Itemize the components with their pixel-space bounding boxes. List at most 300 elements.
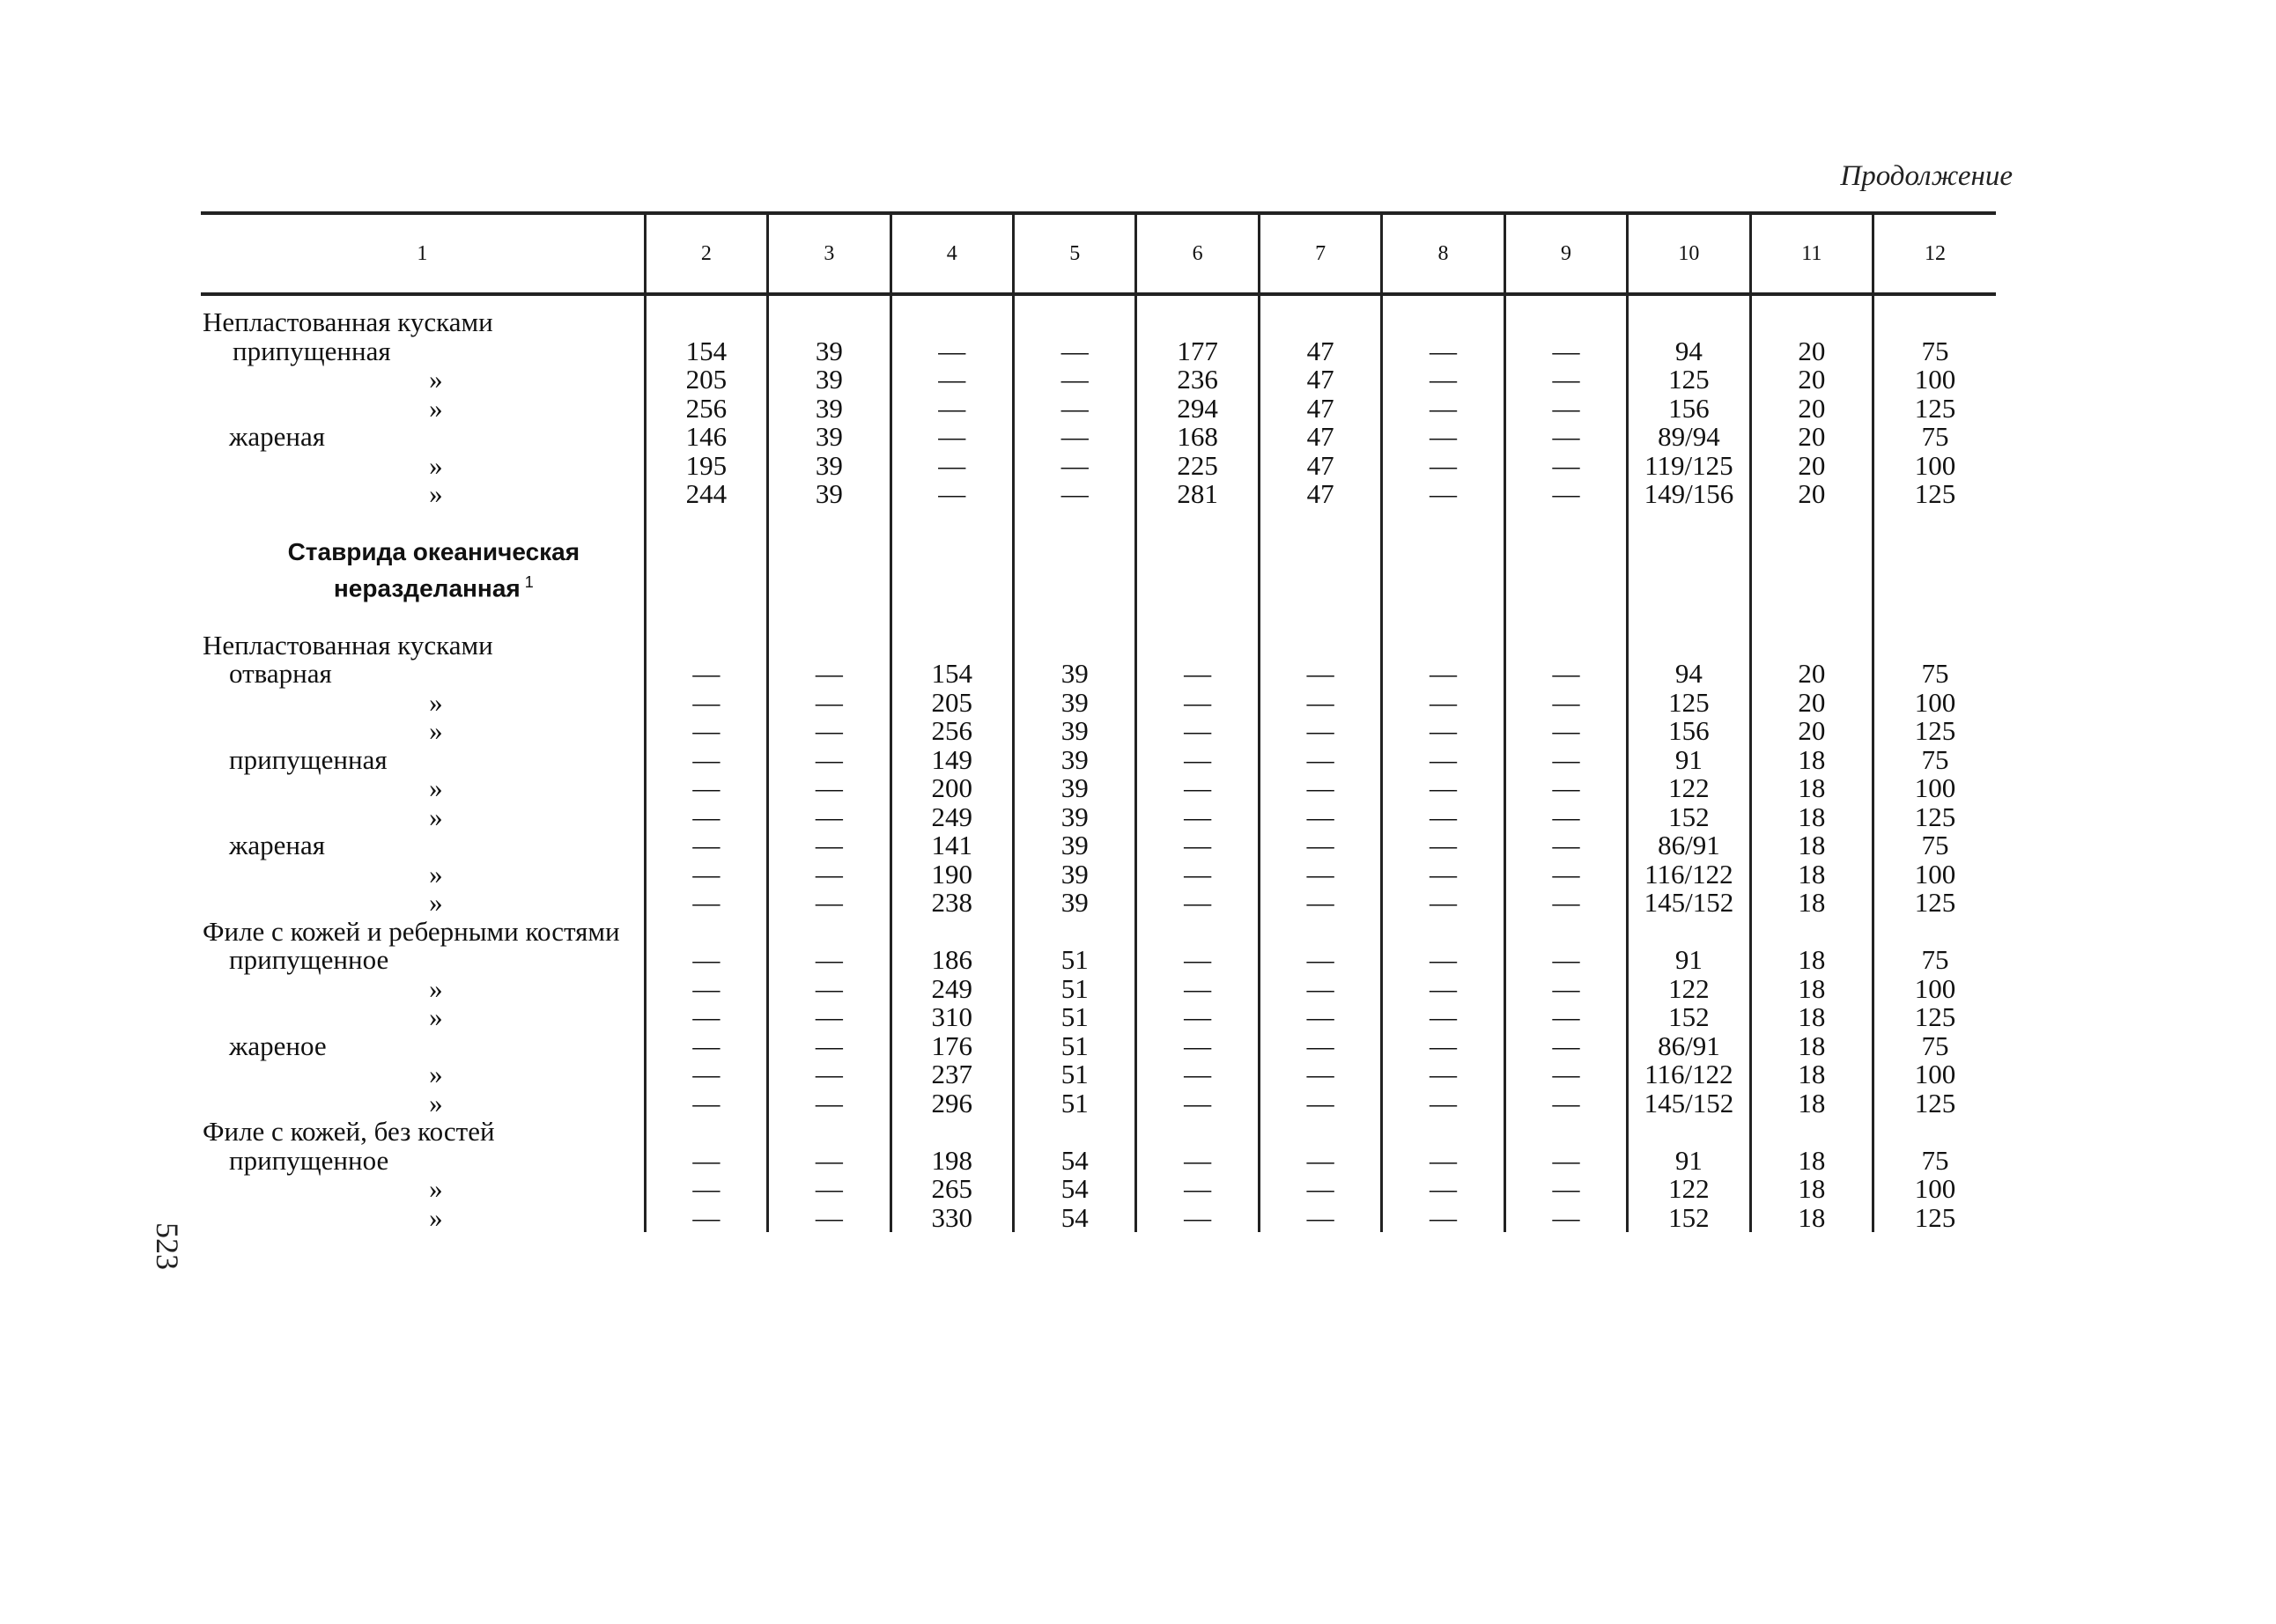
table-cell: — xyxy=(1013,480,1135,509)
column-header: 4 xyxy=(890,213,1013,294)
table-cell xyxy=(1504,918,1627,947)
table-cell: 195 xyxy=(645,452,767,481)
table-cell: — xyxy=(1136,1089,1259,1118)
table-cell: 145/152 xyxy=(1628,889,1750,918)
table-cell: — xyxy=(1504,1089,1627,1118)
table-cell: — xyxy=(1382,689,1504,718)
table-cell: 149/156 xyxy=(1628,480,1750,509)
table-cell: 125 xyxy=(1873,395,1996,424)
table-cell: — xyxy=(1136,975,1259,1004)
table-cell: 145/152 xyxy=(1628,1089,1750,1118)
table-cell: 54 xyxy=(1013,1175,1135,1204)
table-cell: 39 xyxy=(1013,717,1135,746)
row-label: » xyxy=(429,449,443,481)
table-cell: 47 xyxy=(1259,423,1381,452)
table-cell: 256 xyxy=(890,717,1013,746)
table-cell: — xyxy=(1136,717,1259,746)
table-cell: 141 xyxy=(890,831,1013,860)
table-cell: 265 xyxy=(890,1175,1013,1204)
row-label-cell xyxy=(201,480,645,509)
table-cell: — xyxy=(768,1032,890,1061)
table-row xyxy=(201,889,1996,918)
table-cell: 310 xyxy=(890,1003,1013,1032)
table-cell: 18 xyxy=(1750,1032,1873,1061)
table-cell: — xyxy=(1382,946,1504,975)
table-cell xyxy=(1136,918,1259,947)
table-cell: 51 xyxy=(1013,1060,1135,1089)
table-cell xyxy=(1136,308,1259,337)
row-label-cell xyxy=(201,1144,645,1176)
table-cell: 47 xyxy=(1259,337,1381,366)
table-cell: 200 xyxy=(890,774,1013,803)
row-label: » xyxy=(429,1001,443,1033)
table-cell: — xyxy=(1382,1147,1504,1176)
table-cell: — xyxy=(645,1003,767,1032)
table-cell: — xyxy=(1136,803,1259,832)
table-cell: — xyxy=(1259,660,1381,689)
table-row xyxy=(201,1147,1996,1176)
table-cell xyxy=(1628,631,1750,661)
table-cell: — xyxy=(1382,860,1504,890)
table-cell: 125 xyxy=(1873,1089,1996,1118)
table-cell xyxy=(1628,918,1750,947)
table-cell: — xyxy=(1504,717,1627,746)
row-label-cell xyxy=(201,1175,645,1204)
table-cell: — xyxy=(1382,1204,1504,1233)
table-cell: 39 xyxy=(1013,803,1135,832)
table-cell xyxy=(1628,308,1750,337)
row-label: отварная xyxy=(229,658,332,690)
table-cell: 18 xyxy=(1750,1147,1873,1176)
table-cell: 146 xyxy=(645,423,767,452)
table-cell: 39 xyxy=(1013,660,1135,689)
table-cell: — xyxy=(1504,803,1627,832)
table-cell: — xyxy=(1259,803,1381,832)
table-cell: 236 xyxy=(1136,365,1259,395)
table-cell: — xyxy=(1136,1032,1259,1061)
gap-row xyxy=(201,509,1996,537)
table-cell: — xyxy=(768,975,890,1004)
table-cell: 125 xyxy=(1628,365,1750,395)
table-cell xyxy=(1013,537,1135,603)
row-label: припущенное xyxy=(229,1144,389,1176)
row-label: » xyxy=(429,478,443,509)
table-row xyxy=(201,860,1996,890)
row-label-cell xyxy=(201,915,645,947)
table-cell: — xyxy=(645,746,767,775)
table-cell: 237 xyxy=(890,1060,1013,1089)
table-cell: 75 xyxy=(1873,1147,1996,1176)
column-header: 8 xyxy=(1382,213,1504,294)
row-label: » xyxy=(429,364,443,395)
table-cell: 18 xyxy=(1750,803,1873,832)
table-cell: — xyxy=(1259,1003,1381,1032)
row-label: жареная xyxy=(229,421,326,452)
table-cell: 154 xyxy=(645,337,767,366)
table-cell: 244 xyxy=(645,480,767,509)
table-cell xyxy=(890,631,1013,661)
table-cell: 20 xyxy=(1750,480,1873,509)
table-cell: 39 xyxy=(768,423,890,452)
table-cell: — xyxy=(1013,337,1135,366)
table-cell: 39 xyxy=(768,395,890,424)
table-cell: 100 xyxy=(1873,774,1996,803)
table-cell: — xyxy=(1504,480,1627,509)
table-cell: 156 xyxy=(1628,395,1750,424)
table-cell: 91 xyxy=(1628,946,1750,975)
table-row xyxy=(201,1118,1996,1147)
table-cell: — xyxy=(768,1204,890,1233)
table-cell: 75 xyxy=(1873,746,1996,775)
table-cell: — xyxy=(768,803,890,832)
row-label: » xyxy=(429,392,443,424)
table-cell: 39 xyxy=(1013,831,1135,860)
table-cell: 20 xyxy=(1750,717,1873,746)
row-label-cell xyxy=(201,660,645,689)
table-cell xyxy=(1873,308,1996,337)
table-cell: — xyxy=(1259,831,1381,860)
table-cell xyxy=(1259,918,1381,947)
table-cell xyxy=(645,918,767,947)
table-cell: — xyxy=(645,717,767,746)
row-label-cell xyxy=(201,972,645,1004)
table-row xyxy=(201,660,1996,689)
table-cell: — xyxy=(1504,452,1627,481)
table-cell: 86/91 xyxy=(1628,1032,1750,1061)
table-cell: 20 xyxy=(1750,660,1873,689)
table-cell: 18 xyxy=(1750,975,1873,1004)
table-row xyxy=(201,1089,1996,1118)
table-row xyxy=(201,1060,1996,1089)
table-cell xyxy=(1136,631,1259,661)
table-cell xyxy=(1136,1118,1259,1147)
table-cell xyxy=(890,1118,1013,1147)
table-cell: 91 xyxy=(1628,746,1750,775)
table-cell: — xyxy=(1382,395,1504,424)
row-label-cell xyxy=(201,1032,645,1061)
table-cell: — xyxy=(1382,660,1504,689)
table-cell: — xyxy=(1013,452,1135,481)
row-label-cell xyxy=(201,537,645,603)
table-cell: — xyxy=(1382,452,1504,481)
table-cell: — xyxy=(1259,1089,1381,1118)
table-cell: — xyxy=(890,480,1013,509)
table-cell: 186 xyxy=(890,946,1013,975)
table-cell: 20 xyxy=(1750,365,1873,395)
table-cell: 47 xyxy=(1259,365,1381,395)
table-cell: 190 xyxy=(890,860,1013,890)
table-cell xyxy=(1382,308,1504,337)
table-cell xyxy=(768,537,890,603)
table-cell: — xyxy=(1382,1175,1504,1204)
table-cell xyxy=(768,1118,890,1147)
table-cell xyxy=(645,1118,767,1147)
column-header: 2 xyxy=(645,213,767,294)
table-cell: 100 xyxy=(1873,1060,1996,1089)
table-cell: — xyxy=(1136,660,1259,689)
row-label: Филе с кожей и реберными костями xyxy=(203,915,620,947)
table-cell xyxy=(1259,631,1381,661)
table-cell: 198 xyxy=(890,1147,1013,1176)
table-cell: 20 xyxy=(1750,452,1873,481)
table-cell: — xyxy=(1382,831,1504,860)
table-cell: — xyxy=(1259,889,1381,918)
table-cell: 205 xyxy=(890,689,1013,718)
table-cell: 256 xyxy=(645,395,767,424)
table-cell: — xyxy=(1136,831,1259,860)
table-row xyxy=(201,452,1996,481)
table-cell: — xyxy=(1382,365,1504,395)
table-cell xyxy=(890,537,1013,603)
table-cell: — xyxy=(1382,1089,1504,1118)
table-cell: — xyxy=(1013,395,1135,424)
table-cell: 125 xyxy=(1873,803,1996,832)
table-cell: 125 xyxy=(1873,717,1996,746)
column-header: 3 xyxy=(768,213,890,294)
table-cell: 294 xyxy=(1136,395,1259,424)
table-cell: — xyxy=(1504,975,1627,1004)
table-cell: — xyxy=(768,1175,890,1204)
row-label: Непластованная кусками xyxy=(203,306,493,337)
table-cell: — xyxy=(1136,1003,1259,1032)
row-label-cell xyxy=(201,1089,645,1118)
table-cell: — xyxy=(1382,889,1504,918)
table-cell: — xyxy=(1504,365,1627,395)
data-table xyxy=(201,211,1996,1232)
table-cell xyxy=(645,631,767,661)
table-cell: — xyxy=(1382,337,1504,366)
table-cell: — xyxy=(1382,480,1504,509)
row-label: » xyxy=(429,887,443,919)
table-cell: 100 xyxy=(1873,860,1996,890)
table-cell xyxy=(1628,537,1750,603)
table-cell: — xyxy=(645,975,767,1004)
table-cell: — xyxy=(768,831,890,860)
column-header: 10 xyxy=(1628,213,1750,294)
table-cell xyxy=(1504,631,1627,661)
row-label-cell xyxy=(201,774,645,803)
table-cell: 39 xyxy=(768,452,890,481)
table-cell xyxy=(890,918,1013,947)
table-row xyxy=(201,831,1996,860)
table-cell: 238 xyxy=(890,889,1013,918)
row-label: » xyxy=(429,1201,443,1233)
column-header: 9 xyxy=(1504,213,1627,294)
table-cell: — xyxy=(1259,946,1381,975)
table-cell xyxy=(1873,631,1996,661)
table-cell: 86/91 xyxy=(1628,831,1750,860)
table-row xyxy=(201,537,1996,603)
table-cell: — xyxy=(1504,1147,1627,1176)
header-row xyxy=(201,213,1996,294)
table-cell xyxy=(1013,1118,1135,1147)
table-cell xyxy=(1136,537,1259,603)
table-row xyxy=(201,480,1996,509)
row-label: припущенная xyxy=(233,335,391,366)
table-cell: — xyxy=(645,1204,767,1233)
table-cell: 18 xyxy=(1750,774,1873,803)
table-cell: — xyxy=(1504,860,1627,890)
table-cell: 205 xyxy=(645,365,767,395)
table-row xyxy=(201,308,1996,337)
table-cell: — xyxy=(890,452,1013,481)
row-label-cell xyxy=(201,803,645,832)
table-cell: 18 xyxy=(1750,1175,1873,1204)
table-cell: 47 xyxy=(1259,395,1381,424)
table-cell: 18 xyxy=(1750,1060,1873,1089)
table-cell: 39 xyxy=(768,365,890,395)
table-cell: — xyxy=(1504,337,1627,366)
table-cell: — xyxy=(1382,746,1504,775)
table-cell: — xyxy=(1136,946,1259,975)
table-cell: 225 xyxy=(1136,452,1259,481)
table-cell: — xyxy=(1382,423,1504,452)
table-cell: 152 xyxy=(1628,1003,1750,1032)
table-row xyxy=(201,803,1996,832)
table-cell: — xyxy=(1504,423,1627,452)
table-cell: 100 xyxy=(1873,452,1996,481)
page-number: 523 xyxy=(150,1222,185,1270)
table-cell: — xyxy=(645,889,767,918)
table-cell xyxy=(1382,918,1504,947)
table-cell: 281 xyxy=(1136,480,1259,509)
table-cell: 94 xyxy=(1628,337,1750,366)
table-cell: 152 xyxy=(1628,1204,1750,1233)
table-cell: 249 xyxy=(890,975,1013,1004)
table-cell: 94 xyxy=(1628,660,1750,689)
table-cell xyxy=(768,918,890,947)
table-cell: 18 xyxy=(1750,1089,1873,1118)
table-cell: — xyxy=(1382,717,1504,746)
table-cell: — xyxy=(1382,803,1504,832)
table-cell: — xyxy=(768,717,890,746)
column-header: 11 xyxy=(1750,213,1873,294)
table-cell xyxy=(1259,1118,1381,1147)
table-cell: 116/122 xyxy=(1628,860,1750,890)
table-row xyxy=(201,975,1996,1004)
table-cell xyxy=(1750,537,1873,603)
table-cell: — xyxy=(890,423,1013,452)
column-header: 6 xyxy=(1136,213,1259,294)
table-cell: — xyxy=(1382,1060,1504,1089)
table-row xyxy=(201,717,1996,746)
table-cell: 75 xyxy=(1873,337,1996,366)
table-cell xyxy=(768,631,890,661)
row-label: припущенная xyxy=(229,743,388,775)
table-cell: — xyxy=(768,946,890,975)
table-cell: 39 xyxy=(1013,860,1135,890)
table-row xyxy=(201,423,1996,452)
row-label: Непластованная кусками xyxy=(203,629,493,661)
table-cell: 75 xyxy=(1873,946,1996,975)
table-cell: — xyxy=(645,831,767,860)
table-cell: 296 xyxy=(890,1089,1013,1118)
table-cell: 39 xyxy=(1013,774,1135,803)
table-cell: 91 xyxy=(1628,1147,1750,1176)
table-cell: 39 xyxy=(1013,746,1135,775)
table-cell: 122 xyxy=(1628,774,1750,803)
table-row xyxy=(201,631,1996,661)
table-cell xyxy=(768,308,890,337)
table-cell: — xyxy=(645,1032,767,1061)
table-cell: 39 xyxy=(768,337,890,366)
row-label-cell xyxy=(201,686,645,718)
table-cell: — xyxy=(645,946,767,975)
row-label: » xyxy=(429,801,443,832)
table-cell xyxy=(1504,1118,1627,1147)
table-cell: 330 xyxy=(890,1204,1013,1233)
table-cell: 51 xyxy=(1013,975,1135,1004)
row-label: Филе с кожей, без костей xyxy=(203,1116,495,1148)
table-row xyxy=(201,689,1996,718)
table-row xyxy=(201,1204,1996,1233)
table-cell: — xyxy=(1136,1060,1259,1089)
row-label-cell xyxy=(201,1201,645,1233)
table-cell xyxy=(645,308,767,337)
table-cell: — xyxy=(645,860,767,890)
row-label: » xyxy=(429,1059,443,1090)
table-cell: 100 xyxy=(1873,689,1996,718)
row-label-cell xyxy=(201,631,645,661)
row-label: » xyxy=(429,772,443,804)
table-cell: — xyxy=(1136,1204,1259,1233)
table-cell xyxy=(1628,1118,1750,1147)
table-cell xyxy=(890,308,1013,337)
table-cell: — xyxy=(1259,1032,1381,1061)
row-label-cell xyxy=(201,1118,645,1147)
table-cell: 20 xyxy=(1750,395,1873,424)
table-cell: — xyxy=(1504,689,1627,718)
row-label: Ставрида океаническая неразделанная $^1$ xyxy=(287,537,580,602)
table-cell: — xyxy=(768,860,890,890)
table-cell: 18 xyxy=(1750,1003,1873,1032)
table-cell: — xyxy=(1136,860,1259,890)
table-row xyxy=(201,1032,1996,1061)
table-cell: 122 xyxy=(1628,1175,1750,1204)
table-cell: 75 xyxy=(1873,423,1996,452)
table-cell: — xyxy=(1382,975,1504,1004)
table-cell: 54 xyxy=(1013,1204,1135,1233)
row-label-cell xyxy=(201,365,645,395)
table-cell: 168 xyxy=(1136,423,1259,452)
table-row xyxy=(201,946,1996,975)
table-cell: 125 xyxy=(1873,1204,1996,1233)
continuation-label: Продолжение xyxy=(1840,160,2013,192)
table-cell: — xyxy=(645,774,767,803)
table-row xyxy=(201,918,1996,947)
table-cell: — xyxy=(768,1089,890,1118)
table-cell: — xyxy=(1504,746,1627,775)
table-cell: — xyxy=(1504,889,1627,918)
table-cell: 39 xyxy=(1013,889,1135,918)
footnote-marker: 1 xyxy=(520,572,534,591)
table-cell: — xyxy=(1259,689,1381,718)
table-cell xyxy=(1750,1118,1873,1147)
table-cell: — xyxy=(1136,774,1259,803)
table-cell: — xyxy=(1259,1175,1381,1204)
column-header: 12 xyxy=(1873,213,1996,294)
table-cell: 119/125 xyxy=(1628,452,1750,481)
table-cell: 125 xyxy=(1628,689,1750,718)
table-cell: 154 xyxy=(890,660,1013,689)
row-label: » xyxy=(429,858,443,890)
table-cell: 20 xyxy=(1750,423,1873,452)
table-cell: — xyxy=(768,660,890,689)
table-cell: 51 xyxy=(1013,1032,1135,1061)
table-cell: — xyxy=(645,1147,767,1176)
table-cell: — xyxy=(768,889,890,918)
row-label: » xyxy=(429,686,443,718)
